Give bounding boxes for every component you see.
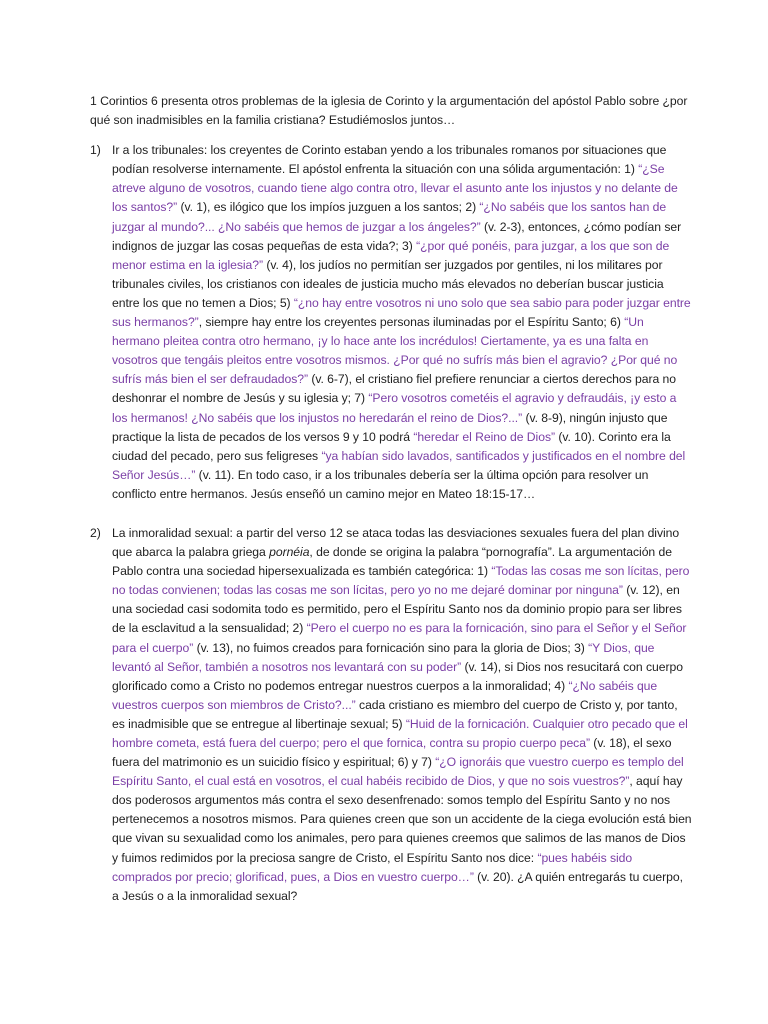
text-segment: (v. 10). Corinto era la ciudad del pecado, pero sus feligreses — [112, 429, 671, 463]
text-segment: (v. 18), el sexo fuera del matrimonio es un suicidio físico y espiritual; 6) y 7) — [112, 736, 672, 770]
text-segment: , aquí hay dos poderosos argumentos más contra el sexo desenfrenado: somos templo del Espíritu Santo y no nos pertenecemos a nosotros mismos. Para quienes creen que son un accidente de la ciega evolución está bien que vivan su sexualidad como los animales, pero para quienes creemos que salimos de las manos de Dios y fuimos redimidos por la preciosa sangre de Cristo, el Espíritu Santo nos dice: — [112, 774, 692, 865]
text-segment: (v. 12), en una sociedad casi sodomita todo es permitido, pero el Espíritu Santo nos da dominio propio para ser libres de la esclavitud a la sensualidad; 2) — [112, 583, 682, 636]
text-segment: (v. 11). En todo caso, ir a los tribunales debería ser la última opción para resolver un conflicto entre hermanos. Jesús enseñó un camino mejor en Mateo 18:15-17… — [112, 467, 649, 501]
text-segment: (v. 2-3), entonces, ¿cómo podían ser indignos de juzgar las cosas pequeñas de esta vida?; 3) — [112, 219, 682, 253]
bible-quote: “¿Se atreve alguno de vosotros, cuando tiene algo contra otro, llevar el asunto ante los injustos y no delante de los santos?” — [112, 162, 678, 215]
text-segment: La inmoralidad sexual: a partir del verso 12 se ataca todas las desviaciones sexuales fuera del plan divino que abarca la palabra griega — [112, 525, 680, 560]
bible-quote: “heredar el Reino de Dios” — [413, 429, 555, 444]
text-segment: (v. 14), si Dios nos resucitará con cuerpo glorificado como a Cristo no podemos entregar nuestros cuerpos a la inmoralidad; 4) — [112, 659, 683, 693]
item-text — [112, 141, 692, 504]
item-text — [112, 524, 692, 906]
list-item-tribunales — [90, 141, 692, 504]
bible-quote: “¿No sabéis que vuestros cuerpos son miembros de Cristo?...” — [112, 678, 658, 712]
bible-quote: “¿no hay entre vosotros ni uno solo que sea sabio para poder juzgar entre sus hermanos?” — [112, 295, 691, 330]
bible-quote: “¿por qué ponéis, para juzgar, a los que son de menor estima en la iglesia?” — [112, 238, 670, 272]
bible-quote: “Huid de la fornicación. Cualquier otro pecado que el hombre cometa, está fuera del cuerpo; pero el que fornica, contra su propio cuerpo peca” — [112, 716, 688, 750]
bible-quote: “Todas las cosas me son lícitas, pero no todas convienen; todas las cosas me son lícitas, pero yo no me dejaré dominar por ninguna” — [112, 564, 690, 598]
greek-term: pornéia — [269, 545, 310, 560]
intro-paragraph: 1 Corintios 6 presenta otros problemas de la iglesia de Corinto y la argumentación del apóstol Pablo sobre ¿por qué son inadmisibles en la familia cristiana? Estudiémoslos juntos… — [90, 94, 688, 128]
bible-quote: “Pero vosotros cometéis el agravio y defraudáis, ¡y esto a los hermanos! ¿No sabéis que los injustos no heredarán el reino de Dios?...” — [112, 391, 677, 425]
list-item-inmoralidad — [90, 524, 692, 906]
text-segment: (v. 4), los judíos no permitían ser juzgados por gentiles, ni los militares por tribunales civiles, los cristianos con ideales de justicia mucho más elevados no deberían buscar justicia entre los que no temen a Dios; 5) — [112, 257, 664, 310]
text-segment: Ir a los tribunales: los creyentes de Corinto estaban yendo a los tribunales romanos por situaciones que podían resolverse internamente. El apóstol enfrenta la situación con una sólida argumentación: 1) — [112, 143, 667, 177]
list-number: 1) — [90, 143, 101, 158]
bible-quote: “pues habéis sido comprados por precio; glorificad, pues, a Dios en vuestro cuerpo…” — [112, 850, 633, 884]
bible-quote: “¿No sabéis que los santos han de juzgar al mundo?... ¿No sabéis que hemos de juzgar a los ángeles?” — [112, 200, 667, 234]
text-segment: (v. 1), es ilógico que los impíos juzguen a los santos; 2) — [177, 200, 480, 215]
bible-quote: “Pero el cuerpo no es para la fornicación, sino para el Señor y el Señor para el cuerpo” — [112, 621, 687, 655]
text-segment: , siempre hay entre los creyentes personas iluminadas por el Espíritu Santo; 6) — [198, 315, 625, 330]
bible-quote: “¿O ignoráis que vuestro cuerpo es templo del Espíritu Santo, el cual está en vosotros, el cual habéis recibido de Dios, y que no sois vuestros?” — [112, 755, 684, 789]
text-segment: (v. 8-9), ningún injusto que practique la lista de pecados de los versos 9 y 10 podrá — [112, 410, 668, 444]
list-number: 2) — [90, 525, 101, 540]
text-segment: (v. 13), no fuimos creados para fornicación sino para la gloria de Dios; 3) — [193, 640, 589, 655]
bible-quote: “Un hermano pleitea contra otro hermano, ¡y lo hace ante los incrédulos! Ciertamente, ya es una falta en vosotros que tengáis pleitos entre vosotros mismos. ¿Por qué no sufrís más bien el agravio? ¿Por qué no sufrís más bien el ser defraudados?” — [112, 315, 678, 387]
text-segment: (v. 6-7), el cristiano fiel prefiere renunciar a ciertos derechos para no deshonrar el nombre de Jesús y su iglesia y; 7) — [112, 372, 676, 406]
text-segment: cada cristiano es miembro del cuerpo de Cristo y, por tanto, es inadmisible que se entregue al libertinaje sexual; 5) — [112, 697, 678, 731]
bible-quote: “Y Dios, que levantó al Señor, también a nosotros nos levantará con su poder” — [112, 640, 655, 674]
text-segment: , de donde se origina la palabra “pornografía”. La argumentación de Pablo contra una sociedad hipersexualizada es también categórica: 1) — [112, 545, 672, 579]
text-segment: (v. 20). ¿A quién entregarás tu cuerpo, a Jesús o a la inmoralidad sexual? — [112, 869, 683, 903]
bible-quote: “ya habían sido lavados, santificados y justificados en el nombre del Señor Jesús…” — [112, 448, 686, 482]
